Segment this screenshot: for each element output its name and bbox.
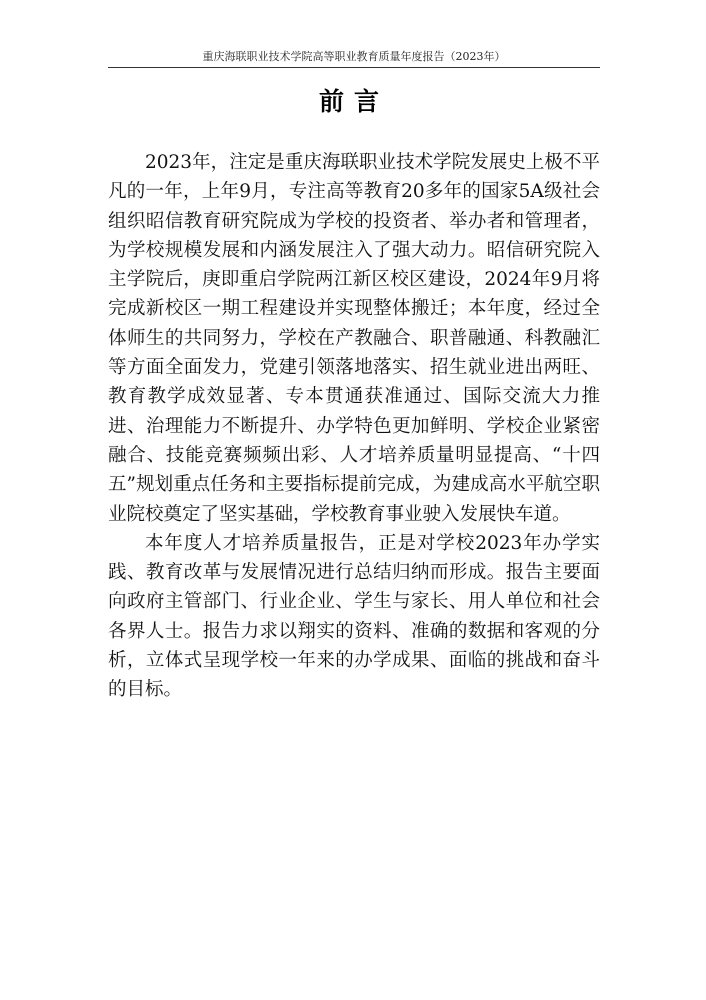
header-rule [108, 67, 600, 68]
page-title: 前言 [318, 87, 389, 116]
paragraph-2: 本年度人才培养质量报告，正是对学校2023年办学实践、教育改革与发展情况进行总结归纳而形成。报告主要面向政府主管部门、行业企业、学生与家长、用人单位和社会各界人士。报告力求以翔实的资料、准确的数据和客观的分析，立体式呈现学校一年来的办学成果、面临的挑战和奋斗的目标。 [108, 532, 600, 701]
body-text [108, 148, 600, 705]
paragraph-1: 2023年，注定是重庆海联职业技术学院发展史上极不平凡的一年，上年9月，专注高等教育20多年的国家5A级社会组织昭信教育研究院成为学校的投资者、举办者和管理者，为学校规模发展和内涵发展注入了强大动力。昭信研究院入主学院后，庚即重启学院两江新区校区建设，2024年9月将完成新校区一期工程建设并实现整体搬迁；本年度，经过全体师生的共同努力，学校在产教融合、职普融通、科教融汇等方面全面发力，党建引领落地落实、招生就业进出两旺、教育教学成效显著、专本贯通获准通过、国际交流大力推进、治理能力不断提升、办学特色更加鲜明、学校企业紧密融合、技能竞赛频频出彩、人才培养质量明显提高、“十四五”规划重点任务和主要指标提前完成，为建成高水平航空职业院校奠定了坚实基础，学校教育事业驶入发展快车道。 [108, 152, 600, 525]
running-header: 重庆海联职业技术学院高等职业教育质量年度报告（2023年） [202, 50, 506, 63]
